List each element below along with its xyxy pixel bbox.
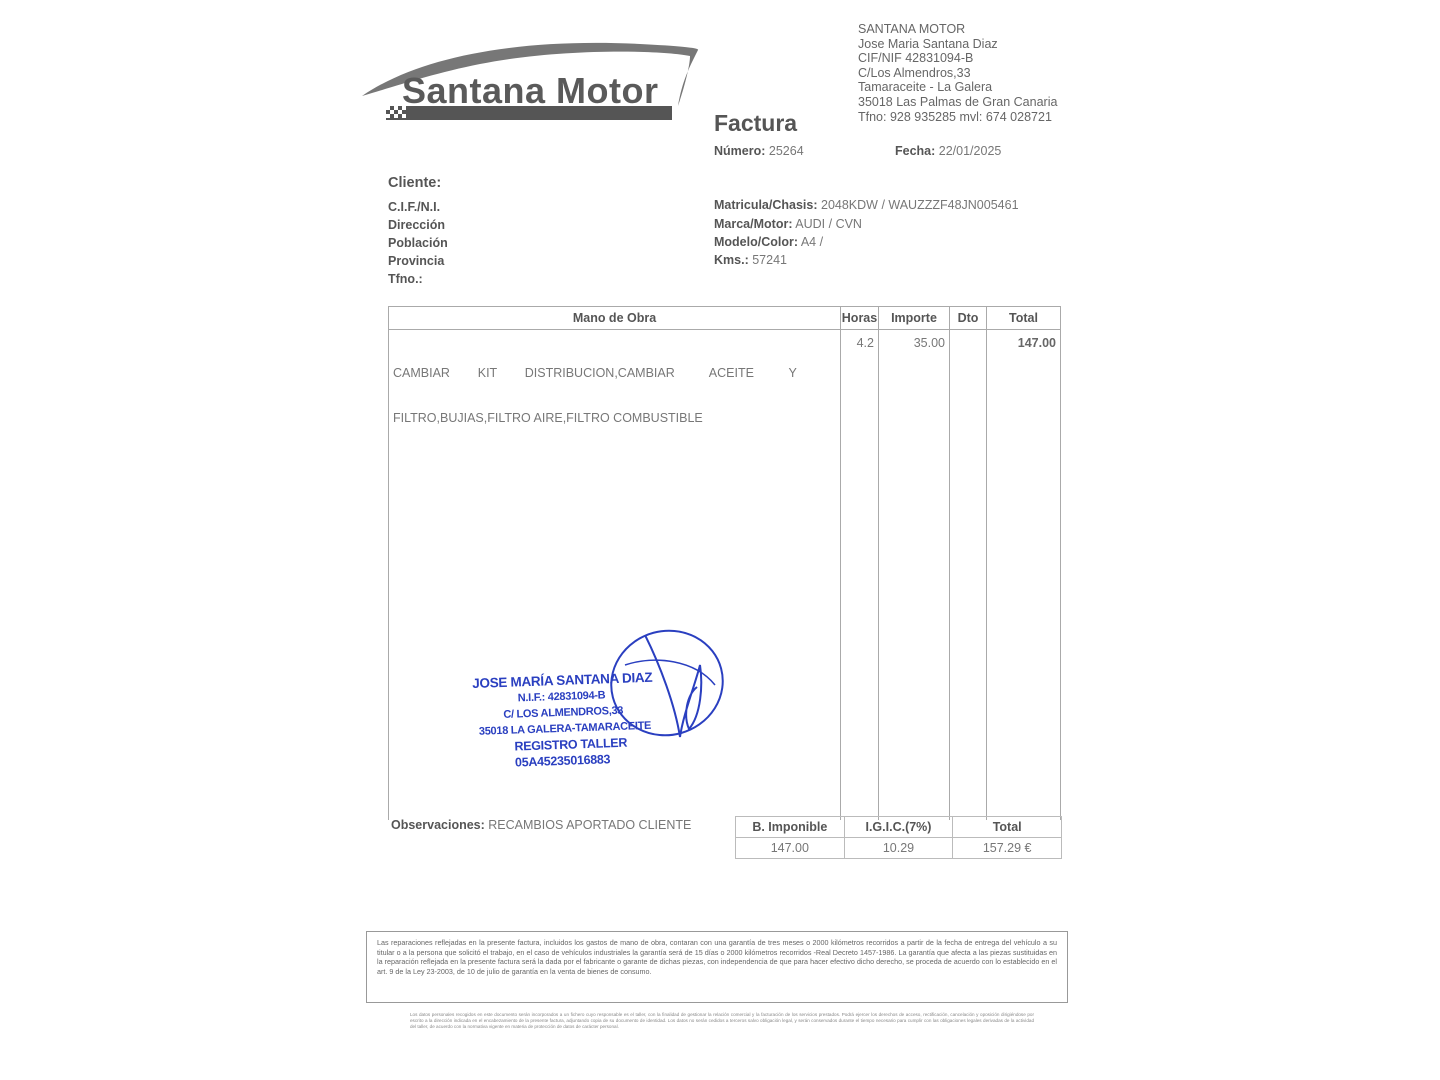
vehicle-make-value: AUDI / CVN bbox=[795, 217, 862, 231]
vehicle-kms-value: 57241 bbox=[752, 253, 787, 267]
vehicle-model-value: A4 / bbox=[800, 235, 824, 249]
invoice-number-value: 25264 bbox=[768, 144, 804, 158]
logo-text: Santana Motor bbox=[402, 70, 659, 111]
header-amount: Importe bbox=[879, 307, 950, 330]
company-line: 35018 Las Palmas de Gran Canaria bbox=[858, 94, 1058, 109]
vehicle-model-label: Modelo/Color: bbox=[714, 235, 799, 249]
base-value: 147.00 bbox=[736, 838, 845, 859]
header-total: Total bbox=[987, 307, 1061, 330]
company-line: CIF/NIF 42831094-B bbox=[858, 51, 974, 66]
observations-text: RECAMBIOS APORTADO CLIENTE bbox=[488, 818, 692, 832]
signature-scribble-icon bbox=[605, 625, 730, 745]
stamp-line: 35018 LA GALERA-TAMARACEITE bbox=[478, 719, 652, 738]
totals-header-row bbox=[736, 817, 1062, 838]
labor-description-line: FILTRO,BUJIAS,FILTRO AIRE,FILTRO COMBUSTIBLE bbox=[393, 411, 703, 425]
warranty-notice: Las reparaciones reflejadas en la presente factura, incluidos los gastos de mano de obra, contaran con una garantía de tres meses o 2000 kilómetros recorridos a partir de la fecha de entrega del vehículo a su titular o a la persona que solicitó el trabajo, en el caso de vehículos industriales la garantía será de 15 días o 2000 kilómetros recorridos -Real Decreto 1457-1986. La garantía que afecta a las piezas sustituidas en la reparación reflejada en la presente factura será la dada por el fabricante o garante de dichas piezas, con independencia de que para hacer efectivo dicho derecho, se proceda de acuerdo con lo establecido en el art. 9 de la Ley 23-2003, de 10 de julio de garantía en la venta de bienes de consumo. bbox=[366, 931, 1068, 1003]
client-cif-label: C.I.F./N.I. bbox=[388, 200, 441, 214]
table-header-row bbox=[389, 307, 1061, 330]
tax-value: 10.29 bbox=[844, 838, 953, 859]
client-label: Cliente: bbox=[388, 175, 442, 191]
labor-hours: 4.2 bbox=[841, 330, 879, 821]
company-line: Tfno: 928 935285 mvl: 674 028721 bbox=[858, 109, 1052, 124]
totals-table bbox=[735, 816, 1062, 859]
invoice-date-label: Fecha: bbox=[895, 144, 936, 158]
client-phone-label: Tfno.: bbox=[388, 272, 423, 286]
grand-total-value: 157.29 € bbox=[953, 838, 1062, 859]
company-details bbox=[858, 22, 1057, 124]
stamp-line: C/ LOS ALMENDROS,33 bbox=[503, 704, 624, 721]
labor-total: 147.00 bbox=[987, 330, 1061, 821]
stamp-line: JOSE MARÍA SANTANA DIAZ bbox=[472, 669, 653, 691]
client-address-label: Dirección bbox=[388, 218, 445, 232]
invoice-date bbox=[895, 144, 1001, 158]
header-labor: Mano de Obra bbox=[389, 307, 841, 330]
invoice-number-label: Número: bbox=[714, 144, 766, 158]
vehicle-model bbox=[714, 235, 823, 249]
client-province-label: Provincia bbox=[388, 254, 445, 268]
invoice-date-value: 22/01/2025 bbox=[938, 144, 1002, 158]
header-discount: Dto bbox=[950, 307, 987, 330]
vehicle-kms-label: Kms.: bbox=[714, 253, 749, 267]
invoice-title: Factura bbox=[714, 110, 798, 136]
data-protection-notice: Los datos personales recogidos en este documento serán incorporados a un fichero cuyo responsable es el taller, con la finalidad de gestionar la relación comercial y la facturación de los servicios prestados. Podrá ejercer los derechos de acceso, rectificación, cancelación y oposición dirigiéndose por escrito a la dirección indicada en el encabezamiento de la presente factura, adjuntando copia de su documento de identidad. Los datos no serán cedidos a terceros salvo obligación legal, y serán conservados durante el tiempo necesario para cumplir con las obligaciones legales derivadas de la actividad del taller, de acuerdo con la normativa vigente en materia de protección de datos de carácter personal. bbox=[410, 1012, 1034, 1029]
totals-value-row bbox=[736, 838, 1062, 859]
vehicle-plate-label: Matricula/Chasis: bbox=[714, 198, 818, 212]
vehicle-plate-value: 2048KDW / WAUZZZF48JN005461 bbox=[821, 198, 1019, 212]
vehicle-kms bbox=[714, 253, 787, 267]
tax-label: I.G.I.C.(7%) bbox=[844, 817, 953, 838]
grand-total-label: Total bbox=[953, 817, 1062, 838]
labor-amount: 35.00 bbox=[879, 330, 950, 821]
client-town-label: Población bbox=[388, 236, 448, 250]
company-line: SANTANA MOTOR bbox=[858, 22, 966, 36]
header-hours: Horas bbox=[841, 307, 879, 330]
company-line: Tamaraceite - La Galera bbox=[858, 80, 993, 95]
labor-description-line: CAMBIAR KIT DISTRIBUCION,CAMBIAR ACEITE Y bbox=[393, 366, 797, 380]
vehicle-plate bbox=[714, 198, 1019, 212]
labor-discount bbox=[950, 330, 987, 821]
company-line: C/Los Almendros,33 bbox=[858, 65, 971, 80]
observations bbox=[391, 818, 691, 832]
stamp-line: 05A45235016883 bbox=[514, 752, 611, 770]
vehicle-make bbox=[714, 217, 862, 231]
base-label: B. Imponible bbox=[736, 817, 845, 838]
stamp-line: N.I.F.: 42831094-B bbox=[517, 689, 606, 705]
company-line: Jose Maria Santana Diaz bbox=[858, 36, 998, 51]
observations-label: Observaciones: bbox=[391, 818, 485, 832]
signature bbox=[605, 625, 730, 745]
stamp-line: REGISTRO TALLER bbox=[514, 735, 628, 754]
invoice-number bbox=[714, 144, 804, 158]
vehicle-make-label: Marca/Motor: bbox=[714, 217, 793, 231]
